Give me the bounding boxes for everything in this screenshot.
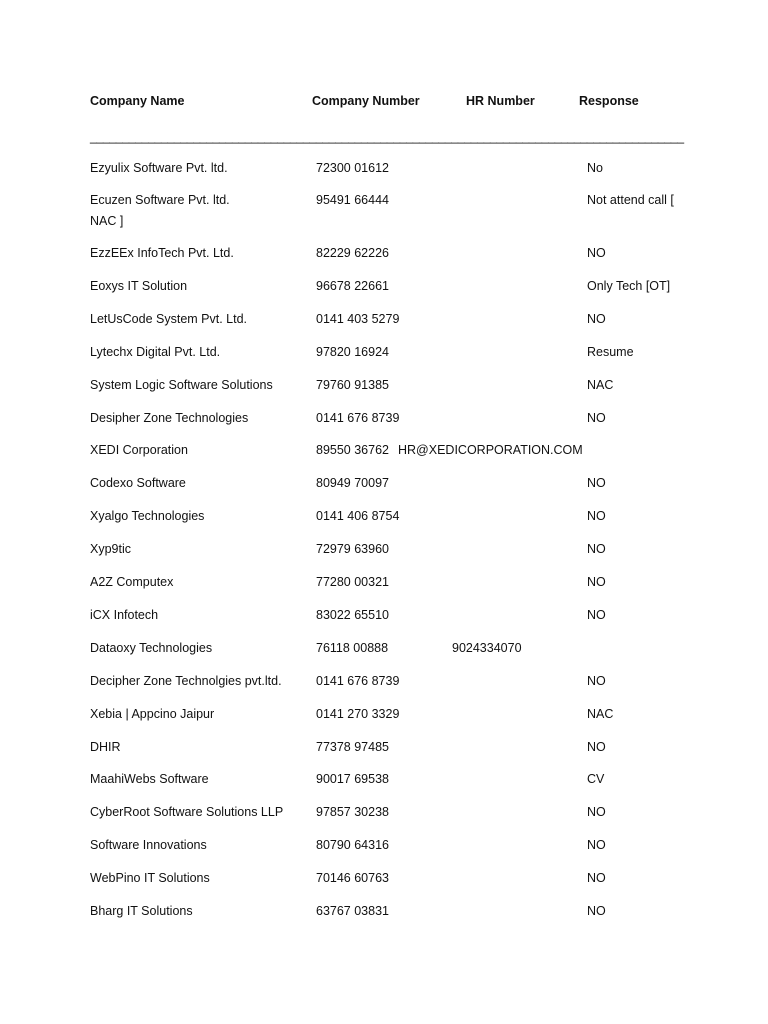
company-number-cell: 72300 01612 bbox=[316, 161, 389, 175]
hr-number-cell: HR@XEDICORPORATION.COM bbox=[398, 443, 583, 457]
company-number-cell: 80790 64316 bbox=[316, 838, 389, 852]
company-name-cell: Software Innovations bbox=[90, 838, 207, 852]
company-name-cell: CyberRoot Software Solutions LLP bbox=[90, 805, 284, 819]
response-cell: NO bbox=[587, 871, 606, 885]
company-number-cell: 82229 62226 bbox=[316, 246, 389, 260]
response-cell: NAC bbox=[587, 707, 614, 721]
response-cell: NO bbox=[587, 740, 606, 754]
company-number-cell: 83022 65510 bbox=[316, 608, 389, 622]
company-name-cell: Xebia | Appcino Jaipur bbox=[90, 707, 215, 721]
table-row bbox=[0, 737, 768, 757]
company-number-cell: 63767 03831 bbox=[316, 904, 389, 918]
response-cell: NO bbox=[587, 805, 606, 819]
company-number-cell: 70146 60763 bbox=[316, 871, 389, 885]
response-cell: NO bbox=[587, 411, 606, 425]
response-cell: NO bbox=[587, 476, 606, 490]
header-hr-number: HR Number bbox=[466, 94, 535, 108]
company-number-cell: 97820 16924 bbox=[316, 345, 389, 359]
company-name-cell: Dataoxy Technologies bbox=[90, 641, 213, 655]
company-name-cell: System Logic Software Solutions bbox=[90, 378, 273, 392]
header-company-name: Company Name bbox=[90, 94, 185, 108]
response-cell: NAC bbox=[587, 378, 614, 392]
table-row bbox=[0, 440, 768, 460]
company-name-cell: Desipher Zone Technologies bbox=[90, 411, 249, 425]
company-name-cell: WebPino IT Solutions bbox=[90, 871, 210, 885]
response-cell: Not attend call [ bbox=[587, 193, 674, 207]
table-row bbox=[0, 408, 768, 428]
response-cell: NO bbox=[587, 542, 606, 556]
table-row bbox=[0, 671, 768, 691]
table-row bbox=[0, 605, 768, 625]
table-row bbox=[0, 835, 768, 855]
table-row bbox=[0, 375, 768, 395]
company-name-cell: iCX Infotech bbox=[90, 608, 159, 622]
company-number-cell: 77378 97485 bbox=[316, 740, 389, 754]
company-number-cell: 0141 270 3329 bbox=[316, 707, 400, 721]
company-number-cell: 97857 30238 bbox=[316, 805, 389, 819]
company-name-cell: A2Z Computex bbox=[90, 575, 174, 589]
company-number-cell: 76118 00888 bbox=[316, 641, 389, 655]
table-row bbox=[0, 704, 768, 724]
company-number-cell: 96678 22661 bbox=[316, 279, 389, 293]
company-name-cell: Codexo Software bbox=[90, 476, 186, 490]
response-cell: No bbox=[587, 161, 603, 175]
header-response: Response bbox=[579, 94, 639, 108]
response-cell: Only Tech [OT] bbox=[587, 279, 671, 293]
company-number-cell: 77280 00321 bbox=[316, 575, 389, 589]
company-name-cell: XEDI Corporation bbox=[90, 443, 188, 457]
company-name-cell: Xyp9tic bbox=[90, 542, 131, 556]
response-cell: NO bbox=[587, 312, 606, 326]
company-number-cell: 0141 676 8739 bbox=[316, 411, 400, 425]
response-cell: NO bbox=[587, 509, 606, 523]
company-number-cell: 72979 63960 bbox=[316, 542, 389, 556]
table-row bbox=[0, 243, 768, 263]
company-name-wrap-cell: NAC ] bbox=[90, 214, 124, 228]
company-name-cell: DHIR bbox=[90, 740, 121, 754]
company-name-cell: EzzEEx InfoTech Pvt. Ltd. bbox=[90, 246, 234, 260]
table-row bbox=[0, 158, 768, 178]
company-name-cell: Ecuzen Software Pvt. ltd. bbox=[90, 193, 230, 207]
hr-number-cell: 9024334070 bbox=[452, 641, 522, 655]
table-row bbox=[0, 309, 768, 329]
company-number-cell: 79760 91385 bbox=[316, 378, 389, 392]
company-number-cell: 95491 66444 bbox=[316, 193, 389, 207]
company-name-cell: Lytechx Digital Pvt. Ltd. bbox=[90, 345, 221, 359]
company-name-cell: Bharg IT Solutions bbox=[90, 904, 193, 918]
table-row bbox=[0, 802, 768, 822]
table-row bbox=[0, 868, 768, 888]
company-name-cell: LetUsCode System Pvt. Ltd. bbox=[90, 312, 248, 326]
table-row bbox=[0, 506, 768, 526]
company-name-cell: Ezyulix Software Pvt. ltd. bbox=[90, 161, 228, 175]
company-name-cell: Xyalgo Technologies bbox=[90, 509, 205, 523]
response-cell: NO bbox=[587, 674, 606, 688]
response-cell: CV bbox=[587, 772, 605, 786]
table-row bbox=[0, 539, 768, 559]
company-name-cell: Decipher Zone Technolgies pvt.ltd. bbox=[90, 674, 282, 688]
company-number-cell: 89550 36762 bbox=[316, 443, 389, 457]
response-cell: NO bbox=[587, 904, 606, 918]
company-number-cell: 0141 406 8754 bbox=[316, 509, 400, 523]
company-number-cell: 80949 70097 bbox=[316, 476, 389, 490]
table-row bbox=[0, 342, 768, 362]
response-cell: NO bbox=[587, 608, 606, 622]
table-row bbox=[0, 769, 768, 789]
response-cell: NO bbox=[587, 246, 606, 260]
company-number-cell: 0141 676 8739 bbox=[316, 674, 400, 688]
table-row bbox=[0, 572, 768, 592]
table-row bbox=[0, 190, 768, 228]
response-cell: NO bbox=[587, 575, 606, 589]
company-name-cell: MaahiWebs Software bbox=[90, 772, 209, 786]
company-number-cell: 0141 403 5279 bbox=[316, 312, 400, 326]
response-cell: NO bbox=[587, 838, 606, 852]
table-row bbox=[0, 276, 768, 296]
company-name-cell: Eoxys IT Solution bbox=[90, 279, 188, 293]
header-company-number: Company Number bbox=[312, 94, 420, 108]
table-row bbox=[0, 901, 768, 921]
header-underline: ____________________________________________________________________________________________ bbox=[90, 130, 684, 144]
company-number-cell: 90017 69538 bbox=[316, 772, 389, 786]
table-row bbox=[0, 473, 768, 493]
table-row bbox=[0, 638, 768, 658]
response-cell: Resume bbox=[587, 345, 634, 359]
